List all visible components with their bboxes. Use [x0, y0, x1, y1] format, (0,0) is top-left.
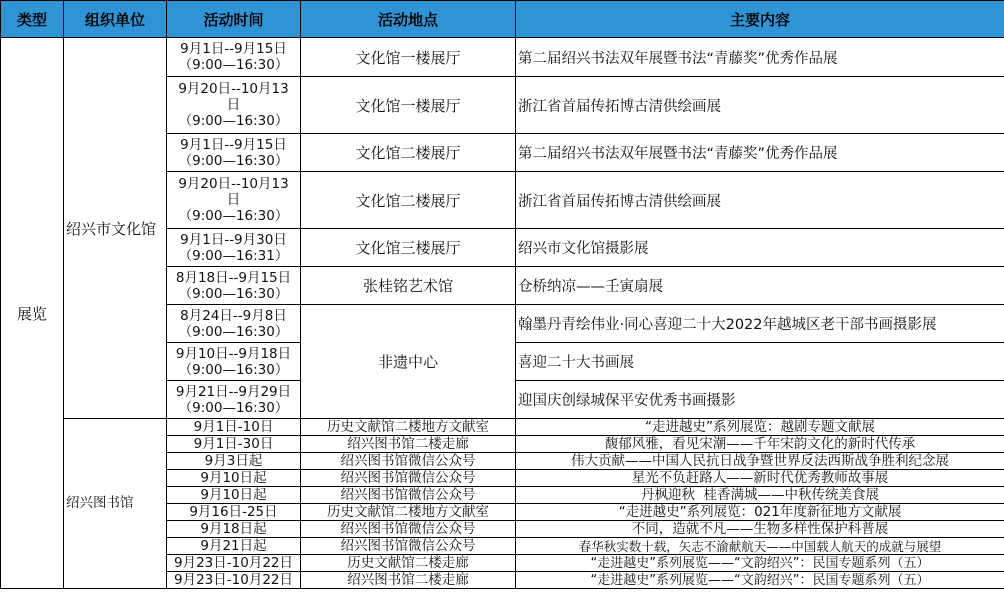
- content-cell[interactable]: 绍兴市文化馆摄影展: [516, 229, 1004, 267]
- content-cell[interactable]: “走进越史”系列展览——“文韵绍兴”：民国专题系列（五）: [516, 572, 1004, 589]
- header-org[interactable]: 组织单位: [64, 1, 167, 38]
- time-cell[interactable]: 9月23日-10月22日: [167, 555, 301, 572]
- place-cell[interactable]: 历史文献馆二楼走廊: [301, 555, 516, 572]
- place-cell[interactable]: 文化馆二楼展厅: [301, 172, 516, 229]
- content-cell[interactable]: 不同，造就不凡——生物多样性保护科普展: [516, 521, 1004, 538]
- content-cell[interactable]: “走进越史”系列展览：越剧专题文献展: [516, 419, 1004, 436]
- time-cell[interactable]: 9月10日--9月18日 （9:00—16:30）: [167, 343, 301, 381]
- place-cell[interactable]: 文化馆二楼展厅: [301, 134, 516, 172]
- time-cell[interactable]: 9月20日--10月13日 （9:00—16:30）: [167, 77, 301, 134]
- time-cell[interactable]: 9月1日-10日: [167, 419, 301, 436]
- place-cell[interactable]: 文化馆一楼展厅: [301, 77, 516, 134]
- header-time[interactable]: 活动时间: [167, 1, 301, 38]
- time-cell[interactable]: 9月10日起: [167, 470, 301, 487]
- org-cell-library[interactable]: 绍兴图书馆: [64, 419, 167, 589]
- table-row: [1, 38, 1004, 77]
- content-cell[interactable]: “走进越史”系列展览——“文韵绍兴”：民国专题系列（五）: [516, 555, 1004, 572]
- time-cell[interactable]: 9月23日-10月22日: [167, 572, 301, 589]
- content-cell[interactable]: 仓桥纳凉——壬寅扇展: [516, 267, 1004, 305]
- time-cell[interactable]: 9月10日起: [167, 487, 301, 504]
- time-cell[interactable]: 9月18日起: [167, 521, 301, 538]
- time-cell[interactable]: 8月24日--9月8日 （9:00—16:30）: [167, 305, 301, 343]
- content-cell[interactable]: 星光不负赶路人——新时代优秀教师故事展: [516, 470, 1004, 487]
- place-cell[interactable]: 绍兴图书馆二楼走廊: [301, 436, 516, 453]
- time-cell[interactable]: 9月20日--10月13日 （9:00—16:30）: [167, 172, 301, 229]
- content-cell[interactable]: “走进越史”系列展览：021年度新征地方文献展: [516, 504, 1004, 521]
- content-cell[interactable]: 翰墨丹青绘伟业·同心喜迎二十大2022年越城区老干部书画摄影展: [516, 305, 1004, 343]
- table-row: [1, 419, 1004, 436]
- place-cell[interactable]: 绍兴图书馆二楼走廊: [301, 572, 516, 589]
- content-cell[interactable]: 浙江省首届传拓博古清供绘画展: [516, 172, 1004, 229]
- place-cell[interactable]: 绍兴图书馆微信公众号: [301, 538, 516, 555]
- place-cell[interactable]: 绍兴图书馆微信公众号: [301, 521, 516, 538]
- time-cell[interactable]: 9月21日起: [167, 538, 301, 555]
- content-cell[interactable]: 馥郁风雅，看见宋潮——千年宋韵文化的新时代传承: [516, 436, 1004, 453]
- place-cell[interactable]: 绍兴图书馆微信公众号: [301, 453, 516, 470]
- content-cell[interactable]: 喜迎二十大书画展: [516, 343, 1004, 381]
- content-cell[interactable]: 伟大贡献——中国人民抗日战争暨世界反法西斯战争胜利纪念展: [516, 453, 1004, 470]
- place-cell[interactable]: 绍兴图书馆微信公众号: [301, 487, 516, 504]
- content-cell[interactable]: 迎国庆创绿城保平安优秀书画摄影: [516, 381, 1004, 419]
- time-cell[interactable]: 9月3日起: [167, 453, 301, 470]
- time-cell[interactable]: 9月1日--9月15日 （9:00—16:30）: [167, 134, 301, 172]
- content-cell[interactable]: 第二届绍兴书法双年展暨书法“青藤奖”优秀作品展: [516, 38, 1004, 77]
- type-cell[interactable]: 展览: [1, 38, 64, 589]
- time-cell[interactable]: 9月1日--9月15日 （9:00—16:30）: [167, 38, 301, 77]
- content-cell[interactable]: 春华秋实数十载，矢志不渝献航天——中国载人航天的成就与展望: [516, 538, 1004, 555]
- header-row: [1, 1, 1004, 38]
- header-place[interactable]: 活动地点: [301, 1, 516, 38]
- header-content[interactable]: 主要内容: [516, 1, 1004, 38]
- place-cell[interactable]: 文化馆一楼展厅: [301, 38, 516, 77]
- time-cell[interactable]: 9月1日--9月30日 （9:00—16:31）: [167, 229, 301, 267]
- content-cell[interactable]: 浙江省首届传拓博古清供绘画展: [516, 77, 1004, 134]
- header-type[interactable]: 类型: [1, 1, 64, 38]
- place-cell[interactable]: 历史文献馆二楼地方文献室: [301, 504, 516, 521]
- time-cell[interactable]: 9月16日-25日: [167, 504, 301, 521]
- place-cell[interactable]: 历史文献馆二楼地方文献室: [301, 419, 516, 436]
- content-cell[interactable]: 丹枫迎秋 桂香满城——中秋传统美食展: [516, 487, 1004, 504]
- place-cell[interactable]: 文化馆三楼展厅: [301, 229, 516, 267]
- place-cell[interactable]: 绍兴图书馆微信公众号: [301, 470, 516, 487]
- org-cell-museum[interactable]: 绍兴市文化馆: [64, 38, 167, 419]
- time-cell[interactable]: 9月1日-30日: [167, 436, 301, 453]
- time-cell[interactable]: 9月21日--9月29日 （9:00—16:30）: [167, 381, 301, 419]
- content-cell[interactable]: 第二届绍兴书法双年展暨书法“青藤奖”优秀作品展: [516, 134, 1004, 172]
- place-cell[interactable]: 张桂铭艺术馆: [301, 267, 516, 305]
- time-cell[interactable]: 8月18日--9月15日 （9:00—16:30）: [167, 267, 301, 305]
- place-cell[interactable]: 非遗中心: [301, 305, 516, 419]
